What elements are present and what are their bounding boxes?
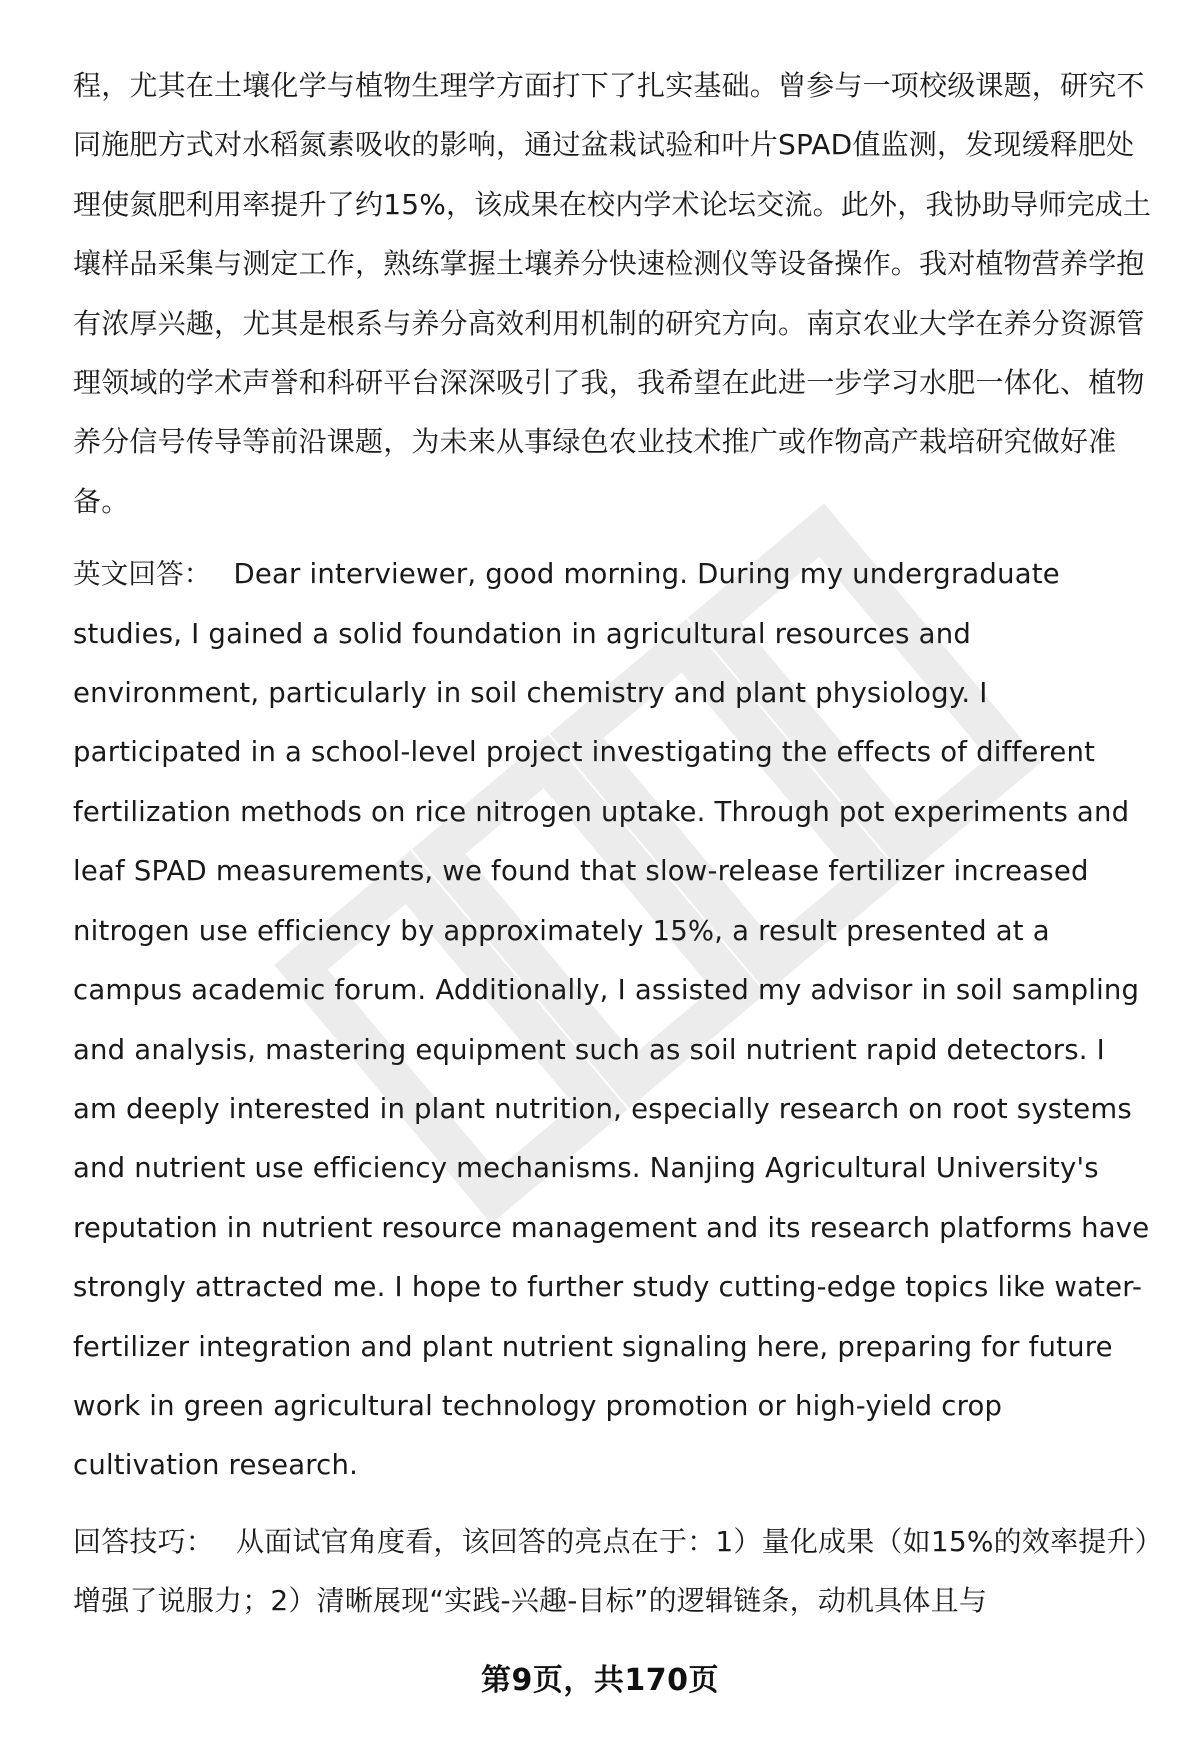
chinese-answer-paragraph: 程，尤其在土壤化学与植物生理学方面打下了扎实基础。曾参与一项校级课题，研究不同施肥方式对水稻氮素吸收的影响，通过盆栽试验和叶片SPAD值监测，发现缓释肥处理使氮肥利用率提升了约15%，该成果在校内学术论坛交流。此外，我协助导师完成土壤样品采集与测定工作，熟练掌握土壤养分快速检测仪等设备操作。我对植物营养学抱有浓厚兴趣，尤其是根系与养分高效利用机制的研究方向。南京农业大学在养分资源管理领域的学术声誉和科研平台深深吸引了我，我希望在此进一步学习水肥一体化、植物养分信号传导等前沿课题，为未来从事绿色农业技术推广或作物高产栽培研究做好准备。: [73, 69, 1152, 518]
answer-tips-text: 从面试官角度看，该回答的亮点在于：1）量化成果（如15%的效率提升）增强了说服力；2）清晰展现“实践-兴趣-目标”的逻辑链条，动机具体且与: [73, 1524, 1149, 1618]
page-number: 第9页，共170页: [481, 1663, 719, 1698]
english-answer-paragraph: [73, 545, 1153, 1496]
answer-tips-paragraph: [73, 1512, 1153, 1631]
english-answer-text: Dear interviewer, good morning. During my undergraduate studies, I gained a solid foundation in agricultural resources and environment, particularly in soil chemistry and plant physiology. I participated in a school-level project investigating the effects of different fertilization methods on rice nitrogen uptake. Through pot experiments and leaf SPAD measurements, we found that slow-release fertilizer increased nitrogen use efficiency by approximately 15%, a result presented at a campus academic forum. Additionally, I assisted my advisor in soil sampling and analysis, mastering equipment such as soil nutrient rapid detectors. I am deeply interested in plant nutrition, especially research on root systems and nutrient use efficiency mechanisms. Nanjing Agricultural University's reputation in nutrient resource management and its research platforms have strongly attracted me. I hope to further study cutting-edge topics like water-fertilizer integration and plant nutrient signaling here, preparing for future work in green agricultural technology promotion or high-yield crop cultivation research.: [73, 558, 1150, 1482]
english-answer-label: 英文回答：: [73, 558, 212, 591]
answer-tips-label: 回答技巧：: [73, 1524, 215, 1558]
document-page: [73, 56, 1153, 1631]
